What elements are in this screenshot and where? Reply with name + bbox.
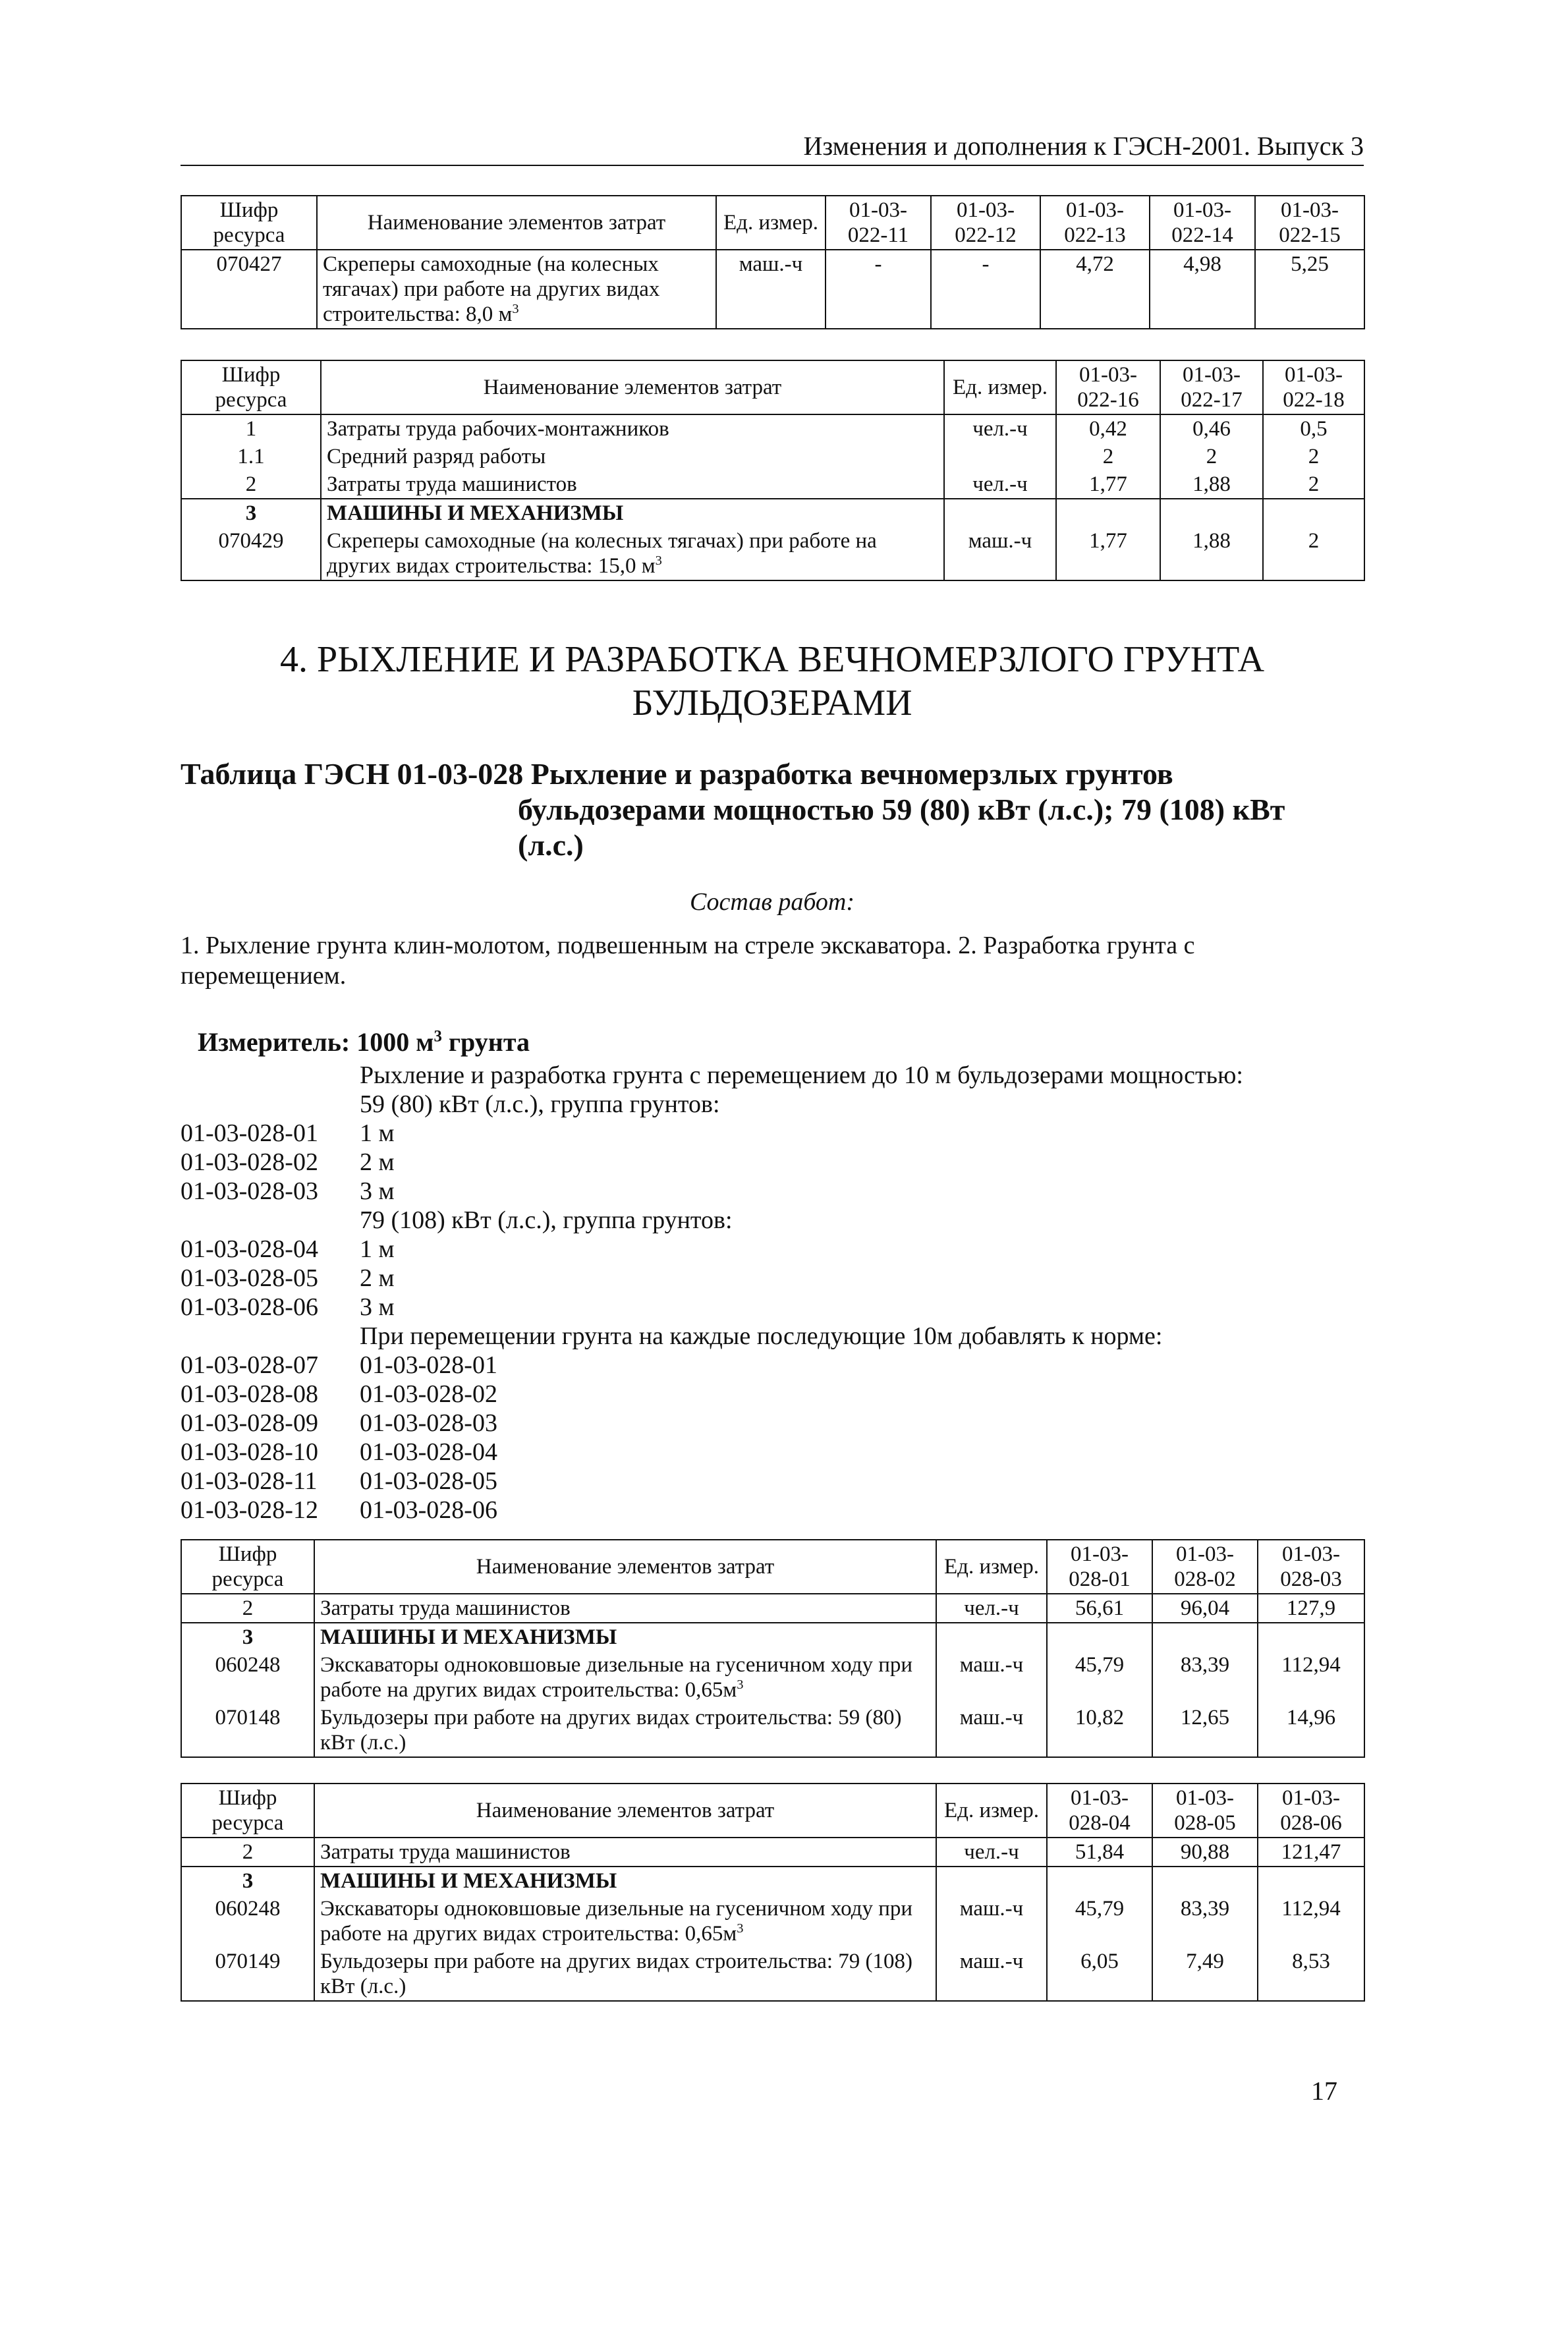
value-cell: 2 — [1263, 470, 1364, 499]
value-cell: 4,98 — [1150, 250, 1255, 329]
norm-text: 01-03-028-05 — [360, 1467, 497, 1495]
value-cell: 45,79 — [1047, 1651, 1152, 1704]
table-header-row — [181, 1784, 1364, 1838]
header-cell: 01-03-028-05 — [1152, 1784, 1258, 1838]
value-cell: 2 — [1263, 443, 1364, 470]
value-cell: 1,77 — [1056, 470, 1160, 499]
norm-text: 3 м — [360, 1293, 395, 1321]
resource-name: Средний разряд работы — [321, 443, 944, 470]
norm-text: Рыхление и разработка грунта с перемещением до 10 м бульдозерами мощностью: — [360, 1061, 1243, 1089]
resource-code: 2 — [181, 470, 321, 499]
unit: маш.-ч — [936, 1948, 1047, 2001]
header-cell: Ед. измер. — [944, 360, 1056, 414]
norm-code: 01-03-028-02 — [181, 1148, 318, 1176]
norm-code: 01-03-028-10 — [181, 1438, 318, 1466]
list-item — [181, 1119, 1364, 1148]
superscript: 3 — [737, 1921, 744, 1936]
resource-name: Затраты труда рабочих-монтажников — [321, 414, 944, 443]
norm-code — [181, 1090, 360, 1119]
header-cell: 01-03-028-04 — [1047, 1784, 1152, 1838]
list-item — [181, 1351, 1364, 1380]
superscript: 3 — [655, 553, 662, 568]
norm-code — [181, 1061, 360, 1090]
header-cell: 01-03-022-13 — [1040, 196, 1150, 250]
resource-code: 1 — [181, 414, 321, 443]
unit: маш.-ч — [936, 1704, 1047, 1757]
table-row — [181, 414, 1364, 443]
unit: маш.-ч — [944, 527, 1056, 580]
list-item — [181, 1380, 1364, 1409]
norm-text: 79 (108) кВт (л.с.), группа грунтов: — [360, 1206, 733, 1234]
measure-unit — [198, 1026, 530, 1058]
norm-code: 01-03-028-03 — [181, 1177, 318, 1205]
norm-text: 01-03-028-03 — [360, 1409, 497, 1437]
value-cell: 2 — [1056, 443, 1160, 470]
running-header: Изменения и дополнения к ГЭСН-2001. Выпуск 3 — [181, 130, 1364, 166]
list-item — [181, 1293, 1364, 1322]
table-header-row — [181, 196, 1364, 250]
list-item — [181, 1264, 1364, 1293]
unit — [944, 443, 1056, 470]
value-cell: 96,04 — [1152, 1594, 1258, 1623]
header-cell: 01-03-022-18 — [1263, 360, 1364, 414]
value-cell: 56,61 — [1047, 1594, 1152, 1623]
resource-code: 3 — [181, 1623, 314, 1651]
norm-text: 01-03-028-04 — [360, 1438, 497, 1466]
resource-table-2 — [181, 360, 1365, 581]
value-cell: 0,5 — [1263, 414, 1364, 443]
norm-text: 1 м — [360, 1235, 395, 1263]
table-row — [181, 470, 1364, 499]
header-cell: 01-03-022-17 — [1160, 360, 1263, 414]
header-cell: 01-03-028-03 — [1258, 1540, 1364, 1594]
value-cell: 0,42 — [1056, 414, 1160, 443]
header-cell: Ед. измер. — [936, 1540, 1047, 1594]
value-cell — [1160, 499, 1263, 527]
resource-name: Затраты труда машинистов — [321, 470, 944, 499]
table-row — [181, 1651, 1364, 1704]
resource-code: 2 — [181, 1838, 314, 1867]
value-cell: 83,39 — [1152, 1895, 1258, 1948]
unit: маш.-ч — [936, 1895, 1047, 1948]
resource-table-1 — [181, 195, 1365, 329]
value-cell — [1152, 1623, 1258, 1651]
unit: маш.-ч — [936, 1651, 1047, 1704]
resource-name: Экскаваторы одноковшовые дизельные на гусеничном ходу при работе на других видах строительства: $0,65м^3$ — [314, 1651, 936, 1704]
header-cell: 01-03-022-16 — [1056, 360, 1160, 414]
norm-code — [181, 1322, 360, 1351]
norm-code: 01-03-028-06 — [181, 1293, 318, 1321]
value-cell: 14,96 — [1258, 1704, 1364, 1757]
section-label: МАШИНЫ И МЕХАНИЗМЫ — [314, 1623, 936, 1651]
resource-name: Бульдозеры при работе на других видах строительства: 79 (108) кВт (л.с.) — [314, 1948, 936, 2001]
list-item — [181, 1467, 1364, 1496]
value-cell — [1258, 1867, 1364, 1895]
table-header-row — [181, 1540, 1364, 1594]
table-row — [181, 1594, 1364, 1623]
list-item — [181, 1148, 1364, 1177]
value-cell: 6,05 — [1047, 1948, 1152, 2001]
value-cell: 12,65 — [1152, 1704, 1258, 1757]
table-row — [181, 1623, 1364, 1651]
norm-code: 01-03-028-05 — [181, 1264, 318, 1292]
resource-name: Экскаваторы одноковшовые дизельные на гусеничном ходу при работе на других видах строительства: $0,65м^3$ — [314, 1895, 936, 1948]
table-row — [181, 1838, 1364, 1867]
table-row — [181, 499, 1364, 527]
list-item — [181, 1409, 1364, 1438]
unit — [936, 1867, 1047, 1895]
value-cell: - — [931, 250, 1040, 329]
norm-text: 3 м — [360, 1177, 395, 1205]
page-number: 17 — [1311, 2076, 1337, 2106]
value-cell: 83,39 — [1152, 1651, 1258, 1704]
section-title: 4. РЫХЛЕНИЕ И РАЗРАБОТКА ВЕЧНОМЕРЗЛОГО ГРУНТА БУЛЬДОЗЕРАМИ — [279, 639, 1265, 723]
header-cell: 01-03-028-06 — [1258, 1784, 1364, 1838]
list-item — [181, 1322, 1364, 1351]
header-cell: 01-03-022-12 — [931, 196, 1040, 250]
header-cell: Шифр ресурса — [181, 360, 321, 414]
value-cell — [1258, 1623, 1364, 1651]
list-item — [181, 1235, 1364, 1264]
superscript: 3 — [737, 1677, 744, 1692]
value-cell: 4,72 — [1040, 250, 1150, 329]
header-cell: 01-03-028-01 — [1047, 1540, 1152, 1594]
value-cell: 121,47 — [1258, 1838, 1364, 1867]
header-cell: 01-03-022-15 — [1255, 196, 1364, 250]
value-cell: 7,49 — [1152, 1948, 1258, 2001]
unit: чел.-ч — [936, 1838, 1047, 1867]
header-cell: Наименование элементов затрат — [314, 1540, 936, 1594]
norm-code — [181, 1206, 360, 1235]
resource-code: 070148 — [181, 1704, 314, 1757]
list-item — [181, 1061, 1364, 1090]
resource-code: 070149 — [181, 1948, 314, 2001]
header-cell: Наименование элементов затрат — [317, 196, 716, 250]
table-header-row — [181, 360, 1364, 414]
norm-text: 1 м — [360, 1119, 395, 1147]
header-cell: Наименование элементов затрат — [321, 360, 944, 414]
value-cell: 112,94 — [1258, 1651, 1364, 1704]
norm-text: 01-03-028-01 — [360, 1351, 497, 1379]
norm-code: 01-03-028-09 — [181, 1409, 318, 1437]
header-cell: 01-03-022-14 — [1150, 196, 1255, 250]
resource-code: 070427 — [181, 250, 317, 329]
table-title-line: (л.с.) — [518, 828, 584, 862]
norm-text: 01-03-028-02 — [360, 1380, 497, 1408]
table-row — [181, 527, 1364, 580]
resource-table-3 — [181, 1539, 1365, 1758]
value-cell: 1,88 — [1160, 527, 1263, 580]
resource-code: 070429 — [181, 527, 321, 580]
resource-code: 3 — [181, 499, 321, 527]
resource-name: Скреперы самоходные (на колесных тягачах) при работе на других видах строительства: 15,0 $м^3$ — [321, 527, 944, 580]
unit — [936, 1623, 1047, 1651]
header-cell: Шифр ресурса — [181, 196, 317, 250]
value-cell: 0,46 — [1160, 414, 1263, 443]
header-cell: 01-03-028-02 — [1152, 1540, 1258, 1594]
list-item — [181, 1206, 1364, 1235]
norm-code: 01-03-028-04 — [181, 1235, 318, 1263]
list-item — [181, 1177, 1364, 1206]
value-cell: 51,84 — [1047, 1838, 1152, 1867]
measure-label: Измеритель: — [198, 1027, 350, 1057]
table-title-line: Таблица ГЭСН 01-03-028 Рыхление и разработка вечномерзлых грунтов — [181, 757, 1173, 791]
value-cell: 90,88 — [1152, 1838, 1258, 1867]
table-row — [181, 250, 1364, 329]
list-item — [181, 1496, 1364, 1525]
norm-code: 01-03-028-11 — [181, 1467, 318, 1495]
value-cell: 1,77 — [1056, 527, 1160, 580]
value-cell: 112,94 — [1258, 1895, 1364, 1948]
resource-name: Бульдозеры при работе на других видах строительства: 59 (80) кВт (л.с.) — [314, 1704, 936, 1757]
value-cell: 1,88 — [1160, 470, 1263, 499]
composition-text: 1. Рыхление грунта клин-молотом, подвешенным на стреле экскаватора. 2. Разработка грунта с перемещением. — [181, 932, 1195, 990]
value-cell — [1047, 1867, 1152, 1895]
value-cell: 8,53 — [1258, 1948, 1364, 2001]
resource-code: 3 — [181, 1867, 314, 1895]
value-cell: 45,79 — [1047, 1895, 1152, 1948]
value-cell — [1152, 1867, 1258, 1895]
measure-value: 1000 м — [356, 1027, 434, 1057]
table-row — [181, 1867, 1364, 1895]
value-cell: 127,9 — [1258, 1594, 1364, 1623]
unit: чел.-ч — [944, 414, 1056, 443]
norm-text: 59 (80) кВт (л.с.), группа грунтов: — [360, 1090, 720, 1118]
resource-code: 060248 — [181, 1895, 314, 1948]
section-label: МАШИНЫ И МЕХАНИЗМЫ — [321, 499, 944, 527]
superscript: 3 — [512, 302, 519, 316]
norm-text: 01-03-028-06 — [360, 1496, 497, 1524]
value-cell: - — [826, 250, 931, 329]
norm-text: 2 м — [360, 1264, 395, 1292]
norm-code: 01-03-028-08 — [181, 1380, 318, 1408]
norm-list — [181, 1061, 1364, 1525]
list-item — [181, 1438, 1364, 1467]
value-cell: 10,82 — [1047, 1704, 1152, 1757]
table-row — [181, 1704, 1364, 1757]
value-cell: 5,25 — [1255, 250, 1364, 329]
header-cell: Наименование элементов затрат — [314, 1784, 936, 1838]
value-cell — [1056, 499, 1160, 527]
unit: чел.-ч — [936, 1594, 1047, 1623]
table-row — [181, 1948, 1364, 2001]
resource-code: 060248 — [181, 1651, 314, 1704]
header-cell: Ед. измер. — [936, 1784, 1047, 1838]
value-cell — [1263, 499, 1364, 527]
header-cell: Ед. измер. — [716, 196, 826, 250]
resource-table-4 — [181, 1783, 1365, 2002]
resource-code: 1.1 — [181, 443, 321, 470]
header-cell: Шифр ресурса — [181, 1540, 314, 1594]
norm-code: 01-03-028-01 — [181, 1119, 318, 1147]
table-row — [181, 1895, 1364, 1948]
list-item — [181, 1090, 1364, 1119]
norm-text: 2 м — [360, 1148, 395, 1176]
header-cell: 01-03-022-11 — [826, 196, 931, 250]
table-title — [181, 756, 1364, 863]
value-cell: 2 — [1263, 527, 1364, 580]
superscript: 3 — [434, 1027, 442, 1046]
norm-code: 01-03-028-07 — [181, 1351, 318, 1379]
norm-code: 01-03-028-12 — [181, 1496, 318, 1524]
unit: маш.-ч — [716, 250, 826, 329]
composition-heading: Состав работ: — [689, 888, 855, 916]
resource-name: Затраты труда машинистов — [314, 1838, 936, 1867]
table-title-line: бульдозерами мощностью 59 (80) кВт (л.с.); 79 (108) кВт — [518, 793, 1285, 826]
header-cell: Шифр ресурса — [181, 1784, 314, 1838]
section-label: МАШИНЫ И МЕХАНИЗМЫ — [314, 1867, 936, 1895]
norm-text: При перемещении грунта на каждые последующие 10м добавлять к норме: — [360, 1322, 1163, 1350]
resource-name: Скреперы самоходные (на колесных тягачах) при работе на других видах строительства: 8,0 $м^3$ — [317, 250, 716, 329]
unit — [944, 499, 1056, 527]
unit: чел.-ч — [944, 470, 1056, 499]
value-cell — [1047, 1623, 1152, 1651]
table-row — [181, 443, 1364, 470]
resource-name: Затраты труда машинистов — [314, 1594, 936, 1623]
value-cell: 2 — [1160, 443, 1263, 470]
measure-suffix: грунта — [448, 1027, 530, 1057]
resource-code: 2 — [181, 1594, 314, 1623]
